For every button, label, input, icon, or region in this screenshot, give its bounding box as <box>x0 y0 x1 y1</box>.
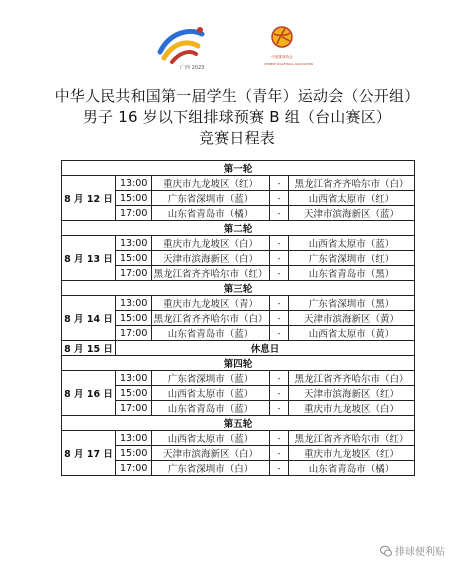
match-date: 8 月 17 日 <box>62 431 116 476</box>
home-team: 重庆市九龙坡区（白） <box>152 236 270 251</box>
home-team: 广东省深圳市（白） <box>152 461 270 476</box>
match-time: 17:00 <box>116 461 152 476</box>
round-title: 第一轮 <box>62 161 415 176</box>
round-title: 第三轮 <box>62 281 415 296</box>
home-team: 山东省青岛市（蓝） <box>152 326 270 341</box>
away-team: 广东省深圳市（红） <box>289 251 415 266</box>
match-row <box>62 296 415 311</box>
title-line-3: 竞赛日程表 <box>198 129 275 147</box>
volleyball-icon <box>271 26 293 48</box>
match-time: 15:00 <box>116 251 152 266</box>
home-team: 山东省青岛市（橘） <box>152 206 270 221</box>
away-team: 山东省青岛市（橘） <box>289 461 415 476</box>
document-titles <box>0 86 474 149</box>
versus-mark: - <box>270 206 289 221</box>
match-time: 17:00 <box>116 206 152 221</box>
title-line-2: 男子 16 岁以下组排球预赛 B 组（台山赛区） <box>82 108 392 126</box>
versus-mark: - <box>270 266 289 281</box>
away-team: 黑龙江省齐齐哈尔市（红） <box>289 431 415 446</box>
versus-mark: - <box>270 461 289 476</box>
away-team: 山西省太原市（黄） <box>289 326 415 341</box>
away-team: 山西省太原市（蓝） <box>289 236 415 251</box>
schedule-table <box>61 160 415 476</box>
home-team: 山东省青岛市（蓝） <box>152 401 270 416</box>
watermark-text: 排球便利贴 <box>395 547 445 558</box>
match-time: 15:00 <box>116 191 152 206</box>
student-games-logo <box>150 24 212 70</box>
away-team: 天津市滨海新区（红） <box>289 386 415 401</box>
title-line-1: 中华人民共和国第一届学生（青年）运动会（公开组） <box>54 87 420 105</box>
watermark <box>380 543 445 558</box>
match-time: 15:00 <box>116 311 152 326</box>
versus-mark: - <box>270 191 289 206</box>
home-team: 广东省深圳市（蓝） <box>152 191 270 206</box>
versus-mark: - <box>270 236 289 251</box>
versus-mark: - <box>270 326 289 341</box>
match-row <box>62 371 415 386</box>
home-team: 黑龙江省齐齐哈尔市（白） <box>152 311 270 326</box>
match-date: 8 月 13 日 <box>62 236 116 281</box>
away-team: 重庆市九龙坡区（红） <box>289 446 415 461</box>
match-time: 13:00 <box>116 176 152 191</box>
versus-mark: - <box>270 311 289 326</box>
match-time: 13:00 <box>116 236 152 251</box>
match-date: 8 月 16 日 <box>62 371 116 416</box>
round-header-row <box>62 356 415 371</box>
match-time: 13:00 <box>116 431 152 446</box>
home-team: 天津市滨海新区（白） <box>152 251 270 266</box>
match-time: 15:00 <box>116 386 152 401</box>
round-header-row <box>62 161 415 176</box>
away-team: 黑龙江省齐齐哈尔市（白） <box>289 371 415 386</box>
home-team: 黑龙江省齐齐哈尔市（红） <box>152 266 270 281</box>
match-time: 17:00 <box>116 326 152 341</box>
rest-label: 休息日 <box>116 341 415 356</box>
wechat-icon <box>380 545 392 557</box>
rest-day-row <box>62 341 415 356</box>
home-team: 重庆市九龙坡区（红） <box>152 176 270 191</box>
student-games-emblem-icon <box>150 24 212 70</box>
away-team: 黑龙江省齐齐哈尔市（白） <box>289 176 415 191</box>
volleyball-association-logo <box>262 26 313 68</box>
round-header-row <box>62 416 415 431</box>
match-time: 15:00 <box>116 446 152 461</box>
round-header-row <box>62 221 415 236</box>
versus-mark: - <box>270 401 289 416</box>
versus-mark: - <box>270 431 289 446</box>
match-time: 17:00 <box>116 266 152 281</box>
away-team: 山东省青岛市（黑） <box>289 266 415 281</box>
versus-mark: - <box>270 176 289 191</box>
match-date: 8 月 14 日 <box>62 296 116 341</box>
versus-mark: - <box>270 371 289 386</box>
round-header-row <box>62 281 415 296</box>
games-logo-caption: 广西 2023 <box>180 65 205 70</box>
match-time: 13:00 <box>116 371 152 386</box>
versus-mark: - <box>270 251 289 266</box>
round-title: 第二轮 <box>62 221 415 236</box>
match-time: 13:00 <box>116 296 152 311</box>
round-title: 第五轮 <box>62 416 415 431</box>
match-row <box>62 176 415 191</box>
round-title: 第四轮 <box>62 356 415 371</box>
home-team: 天津市滨海新区（白） <box>152 446 270 461</box>
schedule-body <box>62 161 415 476</box>
home-team: 山西省太原市（蓝） <box>152 431 270 446</box>
home-team: 广东省深圳市（蓝） <box>152 371 270 386</box>
away-team: 山西省太原市（红） <box>289 191 415 206</box>
versus-mark: - <box>270 446 289 461</box>
match-row <box>62 236 415 251</box>
vb-logo-caption: 中国排球协会 <box>271 54 293 59</box>
rest-date: 8 月 15 日 <box>62 341 116 356</box>
away-team: 天津市滨海新区（蓝） <box>289 206 415 221</box>
home-team: 重庆市九龙坡区（青） <box>152 296 270 311</box>
away-team: 重庆市九龙坡区（白） <box>289 401 415 416</box>
match-time: 17:00 <box>116 401 152 416</box>
versus-mark: - <box>270 386 289 401</box>
match-row <box>62 431 415 446</box>
versus-mark: - <box>270 296 289 311</box>
away-team: 广东省深圳市（黑） <box>289 296 415 311</box>
home-team: 山西省太原市（蓝） <box>152 386 270 401</box>
away-team: 天津市滨海新区（黄） <box>289 311 415 326</box>
logo-bar <box>0 22 474 72</box>
match-date: 8 月 12 日 <box>62 176 116 221</box>
vb-logo-subcaption: CHINESE VOLLEYBALL ASSOCIATION <box>264 62 313 66</box>
